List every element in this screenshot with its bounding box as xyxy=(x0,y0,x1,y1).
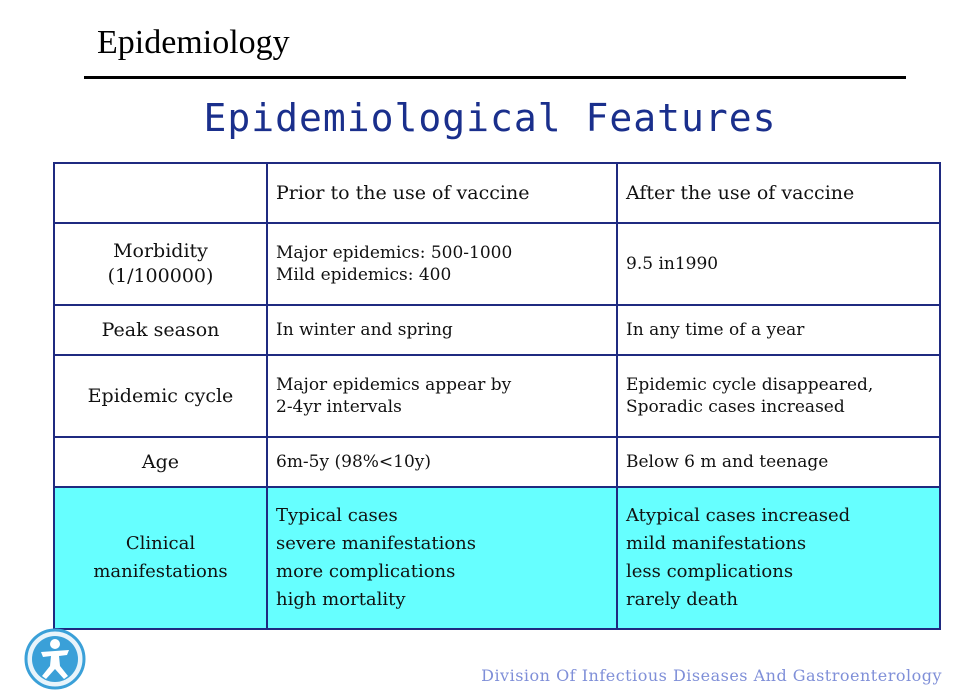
column-header-after: After the use of vaccine xyxy=(617,163,940,223)
table-row-highlighted xyxy=(54,487,940,629)
cell-prior-peak-season: In winter and spring xyxy=(267,305,617,355)
row-label-age: Age xyxy=(54,437,267,487)
slide-title: Epidemiological Features xyxy=(203,96,777,140)
cell-after-epidemic-cycle xyxy=(617,355,940,437)
cell-line: Typical cases xyxy=(276,505,398,527)
cell-prior-age: 6m-5y (98%<10y) xyxy=(267,437,617,487)
cell-prior-epidemic-cycle xyxy=(267,355,617,437)
cell-line: more complications xyxy=(276,561,456,582)
cell-line: rarely death xyxy=(626,588,738,610)
table-row xyxy=(54,223,940,305)
cell-line: Mild epidemics: 400 xyxy=(276,265,452,285)
child-figure-logo-icon xyxy=(24,628,86,690)
cell-line: high mortality xyxy=(276,588,406,610)
cell-line: Major epidemics appear by xyxy=(276,374,512,395)
slide-heading: Epidemiology xyxy=(97,24,290,61)
table-corner-cell xyxy=(54,163,267,223)
cell-prior-clinical xyxy=(267,487,617,629)
cell-after-age: Below 6 m and teenage xyxy=(617,437,940,487)
row-label-line: manifestations xyxy=(93,561,228,582)
cell-line: 2-4yr intervals xyxy=(276,397,402,417)
table-row xyxy=(54,355,940,437)
cell-line: Atypical cases increased xyxy=(626,505,851,527)
row-label-line: Clinical xyxy=(125,533,196,555)
cell-prior-morbidity xyxy=(267,223,617,305)
cell-line: Major epidemics: 500-1000 xyxy=(276,242,513,263)
column-header-prior: Prior to the use of vaccine xyxy=(267,163,617,223)
cell-line: 9.5 in1990 xyxy=(626,253,719,274)
cell-after-clinical xyxy=(617,487,940,629)
cell-line: mild manifestations xyxy=(626,533,807,555)
row-label-epidemic-cycle: Epidemic cycle xyxy=(54,355,267,437)
cell-after-morbidity xyxy=(617,223,940,305)
heading-rule xyxy=(84,76,906,79)
row-label-peak-season: Peak season xyxy=(54,305,267,355)
row-label-clinical-manifestations xyxy=(54,487,267,629)
cell-line: severe manifestations xyxy=(276,533,477,555)
row-label-line: (1/100000) xyxy=(107,265,214,287)
cell-after-peak-season: In any time of a year xyxy=(617,305,940,355)
row-label-line: Morbidity xyxy=(113,240,208,263)
footer-text: Division Of Infectious Diseases And Gastroenterology xyxy=(481,666,942,685)
table-row xyxy=(54,437,940,487)
features-table xyxy=(53,162,941,630)
cell-line: less complications xyxy=(626,561,794,582)
table-header-row xyxy=(54,163,940,223)
cell-line: Epidemic cycle disappeared, xyxy=(626,374,874,395)
row-label-morbidity xyxy=(54,223,267,305)
table-row xyxy=(54,305,940,355)
cell-line: Sporadic cases increased xyxy=(626,397,845,417)
